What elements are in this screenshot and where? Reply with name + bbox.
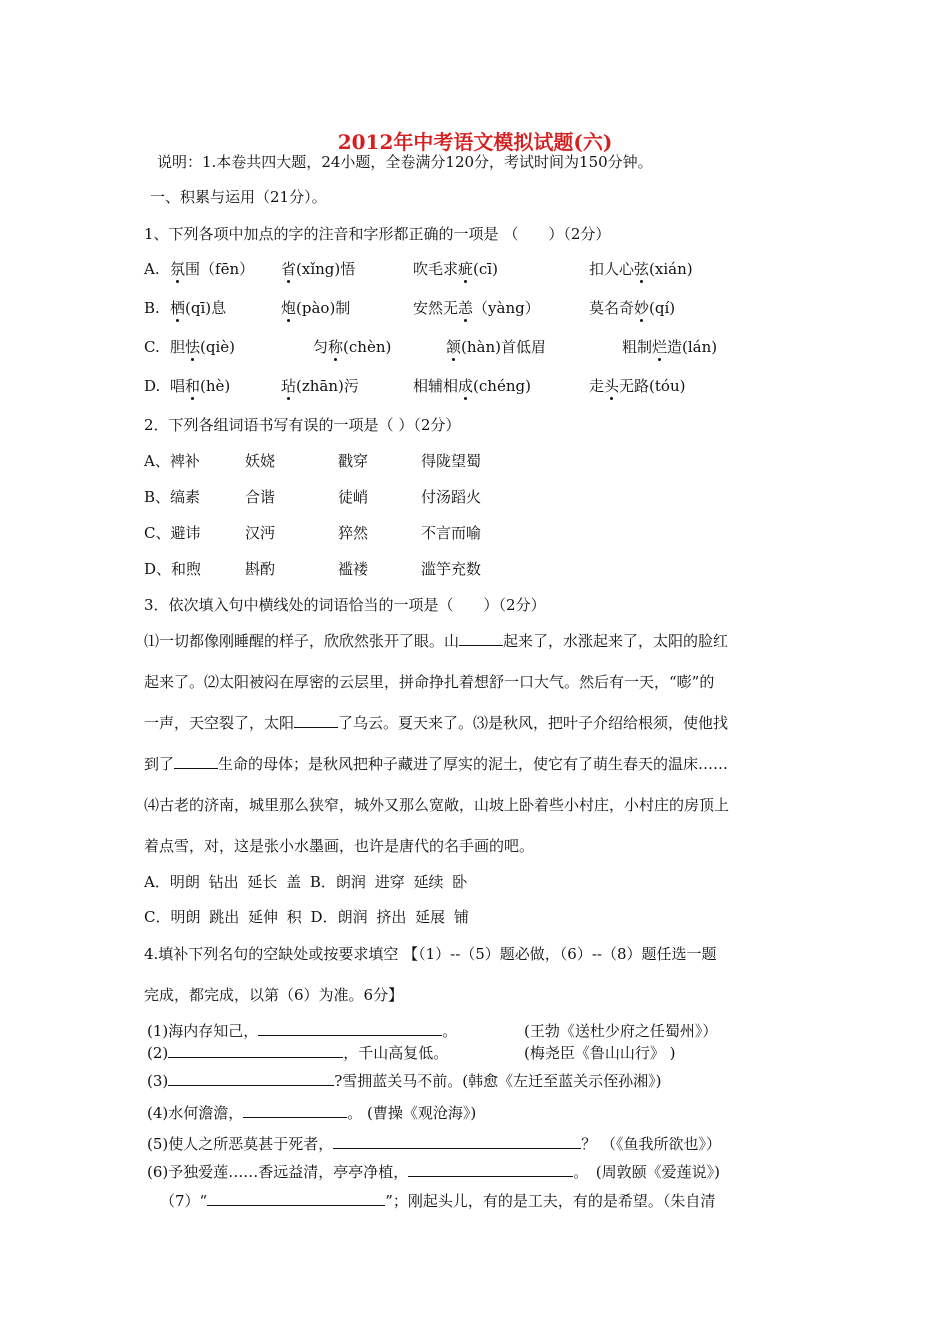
answer-blank (408, 1162, 573, 1177)
item-text: (xǐng)悟 (296, 260, 356, 278)
dotted-character: 炮 (281, 299, 297, 317)
item-text: 莫名奇 (589, 299, 635, 317)
q1-option-item (281, 298, 350, 318)
q1-option-item (170, 259, 254, 279)
q1-option-item (413, 298, 540, 318)
item-text: 造(lán) (667, 338, 718, 356)
q3-option-ab: A．明朗 钻出 延长 盖 B．朗润 进穿 延续 卧 (144, 873, 468, 891)
q1-option-item (170, 376, 230, 396)
q1-option-item (413, 259, 498, 279)
item-text: 胆 (170, 338, 186, 356)
answer-blank (333, 1134, 581, 1149)
q4-text: ?雪拥蓝关马不前。(韩愈《左迁至蓝关示侄孙湘》) (334, 1072, 662, 1090)
q2-option-word: 得陇望蜀 (421, 452, 482, 470)
q2-option-word: 徒峭 (338, 488, 369, 506)
item-text: 扣人心 (589, 260, 635, 278)
q4-text: （7）“ (160, 1192, 208, 1210)
q1-option-item (589, 376, 685, 396)
intro-note: 说明：1.本卷共四大题，24小题，全卷满分120分，考试时间为150分钟。 (157, 153, 653, 171)
dotted-character: 栖 (170, 299, 186, 317)
q1-option-label: A. (144, 260, 160, 278)
q1-option-item (281, 259, 355, 279)
q4-text: ”；刚起头儿，有的是工夫，有的是希望。（朱自清 (385, 1192, 716, 1210)
q3-text: 了乌云。夏天来了。⑶是秋风，把叶子介绍给根须，使他找 (338, 714, 729, 732)
q1-option-item (413, 376, 531, 396)
item-text: (zhān)污 (296, 377, 359, 395)
dotted-character: 弦 (634, 260, 650, 278)
item-text: 安然无 (413, 299, 459, 317)
q2-option-word: 猝然 (338, 524, 369, 542)
q1-option-item (446, 337, 546, 357)
dotted-character: 玷 (281, 377, 297, 395)
q4-item-7 (160, 1191, 715, 1211)
item-text: (qiè) (200, 338, 236, 356)
q2-option-word: 不言而喻 (421, 524, 482, 542)
item-text: (hàn)首低眉 (461, 338, 546, 356)
q2-option-first-word: C、避讳 (144, 524, 201, 542)
q3-passage-line: 着点雪，对，这是张小水墨画，也许是唐代的名手画的吧。 (144, 837, 535, 855)
q3-passage-line (144, 754, 728, 774)
dotted-character: 妙 (634, 299, 650, 317)
q3-text: 生命的母体；是秋风把种子藏进了厚实的泥土，使它有了萌生春天的温床…… (218, 755, 729, 773)
q2-option-word: 妖娆 (245, 452, 276, 470)
q4-text: (4)水何澹澹， (147, 1104, 244, 1122)
q3-passage-line (144, 713, 728, 733)
q2-option-word: 汉沔 (245, 524, 276, 542)
q4-text: ，千山高复低。 (343, 1044, 449, 1062)
q3-stem: 3．依次填入句中横线处的词语恰当的一项是（ ）（2分） (144, 596, 546, 614)
answer-blank (207, 1191, 385, 1206)
q2-option-word: 斟酌 (245, 560, 276, 578)
q1-option-item (170, 337, 235, 357)
q3-option-cd: C．明朗 跳出 延伸 积 D．朗润 挤出 延展 铺 (144, 908, 469, 926)
dotted-character: 成 (458, 377, 474, 395)
q4-text: 。 (曹操《观沧海》) (347, 1104, 477, 1122)
item-text: （yàng） (473, 299, 540, 317)
q4-text: 。 (442, 1022, 458, 1040)
q3-text: 起来了，水涨起来了，太阳的脸红 (503, 632, 729, 650)
q4-item-2-source: (梅尧臣《鲁山山行》 ) (524, 1044, 676, 1062)
q1-option-item (170, 298, 226, 318)
q4-item-4 (147, 1103, 476, 1123)
dotted-character: 疵 (458, 260, 474, 278)
item-text: 唱 (170, 377, 186, 395)
q1-option-item (313, 337, 391, 357)
q1-option-label: D. (144, 377, 161, 395)
q4-text: (3) (147, 1072, 169, 1090)
q4-item-2 (147, 1043, 448, 1063)
q2-stem: 2．下列各组词语书写有误的一项是（ ）（2分） (144, 416, 461, 434)
q2-option-word: 滥竽充数 (421, 560, 482, 578)
dotted-character: 省 (281, 260, 297, 278)
answer-blank (294, 713, 338, 728)
q1-option-label: B. (144, 299, 160, 317)
item-text: (hè) (200, 377, 231, 395)
dotted-character: 氛 (170, 260, 186, 278)
item-text: (cī) (473, 260, 498, 278)
item-text: (qī)息 (185, 299, 227, 317)
q4-item-3 (147, 1071, 662, 1091)
item-text: (chéng) (473, 377, 531, 395)
item-text: 粗制 (622, 338, 653, 356)
page-title: 2012年中考语文模拟试题(六) (337, 130, 613, 154)
q2-option-first-word: A、裨补 (144, 452, 200, 470)
dotted-character: 称 (328, 338, 344, 356)
q3-passage-line: ⑷古老的济南，城里那么狭窄，城外又那么宽敞，山坡上卧着些小村庄，小村庄的房顶上 (144, 796, 730, 814)
q4-item-1-source: (王勃《送杜少府之任蜀州》） (524, 1022, 718, 1040)
item-text: 匀 (313, 338, 329, 356)
item-text: (pào)制 (296, 299, 351, 317)
item-text: 无路(tóu) (619, 377, 686, 395)
answer-blank (174, 754, 218, 769)
q3-text: 一声，天空裂了，太阳 (144, 714, 295, 732)
dotted-character: 颔 (446, 338, 462, 356)
q1-option-item (622, 337, 717, 357)
item-text: 围（fēn） (185, 260, 255, 278)
q4-text: ？ （《鱼我所欲也》） (581, 1135, 722, 1153)
q2-option-word: 付汤蹈火 (421, 488, 482, 506)
item-text: 相辅相 (413, 377, 459, 395)
item-text: 吹毛求 (413, 260, 459, 278)
q1-option-item (589, 298, 675, 318)
q3-passage-line (144, 631, 728, 651)
q4-stem: 4.填补下列名句的空缺处或按要求填空 【（1）--（5）题必做，（6）--（8）题任选一题 (144, 945, 717, 963)
q2-option-word: 合谐 (245, 488, 276, 506)
q4-text: (5)使人之所恶莫甚于死者， (147, 1135, 334, 1153)
item-text: (chèn) (343, 338, 392, 356)
q4-item-1 (147, 1021, 457, 1041)
answer-blank (168, 1043, 343, 1058)
q1-option-item (281, 376, 359, 396)
dotted-character: 头 (604, 377, 620, 395)
dotted-character: 烂 (652, 338, 668, 356)
q2-option-word: 戳穿 (338, 452, 369, 470)
q1-stem: 1、下列各项中加点的字的注音和字形都正确的一项是 （ ）（2分） (144, 225, 611, 243)
q4-stem-cont: 完成，都完成，以第（6）为准。6分】 (144, 986, 404, 1004)
dotted-character: 和 (185, 377, 201, 395)
q1-option-item (589, 259, 693, 279)
item-text: (qí) (649, 299, 676, 317)
answer-blank (459, 631, 503, 646)
q4-item-6 (147, 1162, 720, 1182)
answer-blank (168, 1071, 334, 1086)
dotted-character: 恙 (458, 299, 474, 317)
section-heading: 一、积累与运用（21分）。 (150, 188, 327, 206)
q4-text: 。 (周敦颐《爱莲说》) (573, 1163, 720, 1181)
q4-text: (6)予独爱莲……香远益清，亭亭净植， (147, 1163, 409, 1181)
dotted-character: 怯 (185, 338, 201, 356)
q2-option-word: 褴褛 (338, 560, 369, 578)
item-text: (xián) (649, 260, 693, 278)
answer-blank (243, 1103, 347, 1118)
q2-option-first-word: B、缟素 (144, 488, 201, 506)
q4-text: (1)海内存知己， (147, 1022, 259, 1040)
q4-item-5 (147, 1134, 721, 1154)
q3-passage-line: 起来了。⑵太阳被闷在厚密的云层里，拼命挣扎着想舒一口大气。然后有一天，“嘭”的 (144, 673, 715, 691)
answer-blank (258, 1021, 442, 1036)
item-text: 走 (589, 377, 605, 395)
q3-text: ⑴一切都像刚睡醒的样子，欣欣然张开了眼。山 (144, 632, 460, 650)
q3-text: 到了 (144, 755, 175, 773)
q2-option-first-word: D、和煦 (144, 560, 202, 578)
q4-text: (2) (147, 1044, 169, 1062)
q1-option-label: C. (144, 338, 160, 356)
